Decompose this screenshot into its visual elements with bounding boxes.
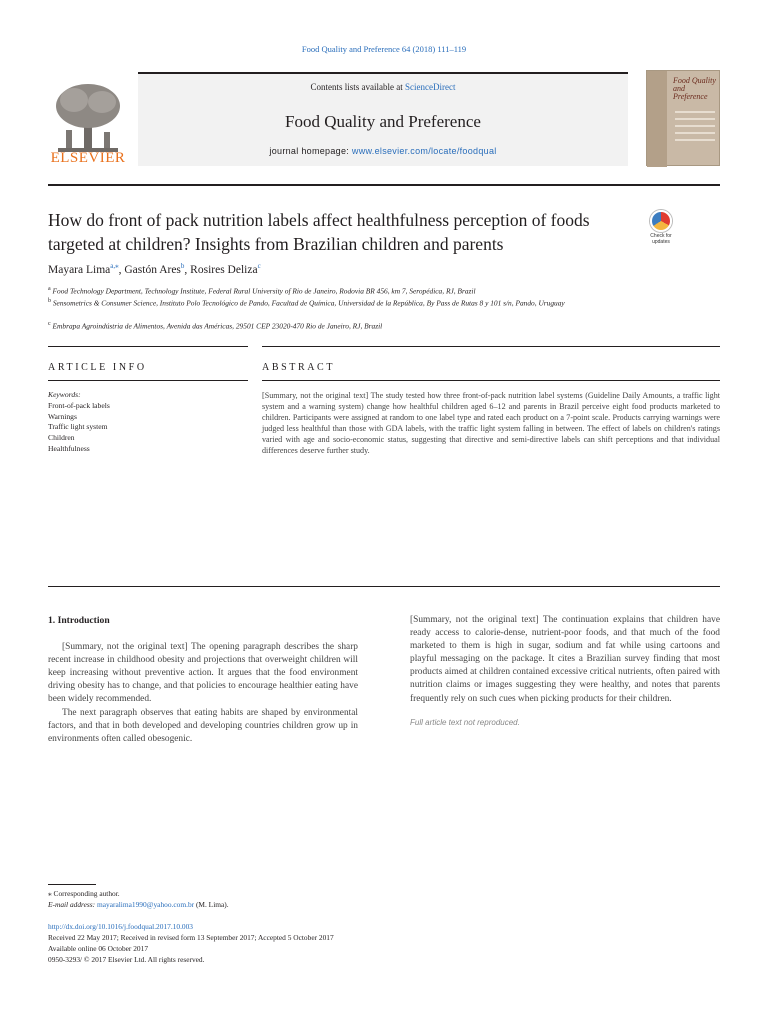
masthead-banner	[138, 72, 628, 166]
crossmark-icon	[650, 210, 672, 232]
affiliation-text: Embrapa Agroindústria de Alimentos, Avenida das Américas, 29501 CEP 23020-470 Rio de Janeiro, RJ, Brazil	[52, 321, 383, 331]
author-email-link[interactable]: mayaralima1990@yahoo.com.br	[97, 900, 195, 909]
journal-homepage-link[interactable]: www.elsevier.com/locate/foodqual	[351, 146, 497, 156]
author-separator: ,	[184, 263, 191, 276]
abstract-rule	[262, 380, 720, 381]
article-info-heading: ARTICLE INFO	[48, 362, 147, 373]
author-affiliation-mark[interactable]: a,⁎	[110, 262, 119, 270]
keyword: Healthfulness	[48, 443, 90, 453]
omission-note: Full article text not reproduced.	[410, 717, 520, 727]
affiliation	[48, 319, 628, 332]
contents-line	[138, 82, 628, 92]
journal-cover-thumbnail[interactable]	[646, 70, 720, 166]
article-info-top-rule	[48, 346, 248, 347]
keyword: Warnings	[48, 411, 77, 421]
cover-title: Food Quality and Preference	[673, 76, 716, 101]
author-name[interactable]: Mayara Lima	[48, 263, 111, 276]
body-column-left	[48, 614, 358, 746]
abstract-top-rule	[262, 346, 720, 347]
masthead-divider	[48, 184, 720, 186]
affiliation-mark: b	[48, 298, 51, 304]
body-paragraph-summary: The next paragraph observes that eating habits are shaped by environmental factors, and that in both developed and developing countries children grow up in environments often called obesogenic.	[48, 707, 358, 744]
affiliation-mark: a	[48, 286, 51, 292]
footnote-divider	[48, 884, 96, 885]
cover-decoration	[675, 111, 715, 146]
doi-link[interactable]	[48, 922, 193, 932]
email-label: E-mail address:	[48, 900, 97, 909]
affiliation-text: Sensometrics & Consumer Science, Instituto Polo Tecnológico de Pando, Facultad de Química, Universidad de la República, By Pass de Rutas 8 y 101 s/n, Pando, Uruguay	[52, 298, 565, 308]
author-name[interactable]: Gastón Ares	[124, 263, 181, 276]
cover-spine	[647, 71, 667, 167]
author-name[interactable]: Rosires Deliza	[190, 263, 258, 276]
author-separator: ,	[118, 263, 125, 276]
publisher-wordmark: ELSEVIER	[50, 150, 126, 166]
article-history: Received 22 May 2017; Received in revised form 13 September 2017; Accepted 5 October 2017	[48, 933, 334, 942]
crossmark-label: Check for updates	[650, 233, 672, 245]
abstract-bottom-rule	[48, 586, 720, 587]
article-title: How do front of pack nutrition labels affect healthfulness perception of foods targeted at children? Insights from Brazilian children and parents	[48, 210, 590, 254]
online-date: Available online 06 October 2017	[48, 944, 149, 953]
keywords-block	[48, 390, 248, 455]
journal-masthead	[48, 70, 720, 182]
body-paragraph-summary: [Summary, not the original text] The opening paragraph describes the sharp recent increase in childhood obesity and projections that overweight children will keep increasing without preventive action. It argues that the food environment driving obesity has to change, and that policies to encourage healthier eating have been widely recommended.	[48, 642, 358, 705]
journal-name: Food Quality and Preference	[285, 112, 481, 131]
keyword: Traffic light system	[48, 422, 108, 432]
corresponding-author-note: ⁎ Corresponding author.	[48, 889, 120, 898]
keyword: Children	[48, 433, 75, 443]
author-affiliation-mark[interactable]: b	[180, 262, 185, 270]
sciencedirect-link[interactable]: ScienceDirect	[405, 82, 456, 92]
journal-citation-link[interactable]: Food Quality and Preference 64 (2018) 111–119	[301, 44, 467, 54]
affiliation	[48, 296, 628, 309]
affiliation-mark: c	[48, 321, 51, 327]
article-info-rule	[48, 380, 248, 381]
introduction-heading: 1. Introduction	[48, 615, 110, 626]
homepage-prefix: journal homepage:	[269, 146, 352, 156]
copyright-line: 0950-3293/ © 2017 Elsevier Ltd. All rights reserved.	[48, 955, 205, 964]
body-paragraph-summary: [Summary, not the original text] The continuation explains that children have ready access to calorie-dense, nutrient-poor foods, and that much of the food marketed to them is high in sugar, sodium and fat while using cartoons and playful messaging on the package. It cites a Brazilian survey finding that most products aimed at children contained excessive critical nutrients, often paired with nutrition claims or images suggesting they were healthy, and notes that parents frequently rely on such cues when picking products for their children.	[410, 615, 720, 704]
author-affiliation-mark[interactable]: c	[257, 262, 261, 270]
abstract-heading: ABSTRACT	[262, 362, 336, 373]
affiliation-text: Food Technology Department, Technology Institute, Federal Rural University of Rio de Janeiro, Rodovia BR 456, km 7, Seropédica, RJ, Brazil	[52, 286, 476, 296]
keyword: Front-of-pack labels	[48, 400, 110, 410]
author-list	[48, 262, 261, 276]
abstract-summary: [Summary, not the original text] The study tested how three front-of-pack nutrition label systems (Guideline Daily Amounts, a traffic light system and a warning system) change how healthful children aged 6–12 and parents in Brazil perceive eight food products marketed to children. Participants were assigned at random to one label type and rated each product on a 7-point scale. Products carrying warnings were judged less healthful than those with GDA labels, with the traffic light system falling in between. The effect of labels on children's ratings varied with age and socio-economic status, suggesting that directive and semi-directive labels can shift perceptions and that individual differences deserve further study.	[262, 391, 720, 456]
body-column-right	[410, 614, 720, 729]
doi-text[interactable]: http://dx.doi.org/10.1016/j.foodqual.2017.10.003	[48, 922, 194, 931]
email-suffix: (M. Lima).	[194, 900, 229, 909]
contents-prefix: Contents lists available at	[310, 82, 405, 92]
journal-homepage-line	[138, 146, 628, 156]
keywords-label: Keywords:	[48, 390, 81, 399]
crossmark-button[interactable]	[646, 210, 676, 250]
email-line	[48, 900, 229, 910]
